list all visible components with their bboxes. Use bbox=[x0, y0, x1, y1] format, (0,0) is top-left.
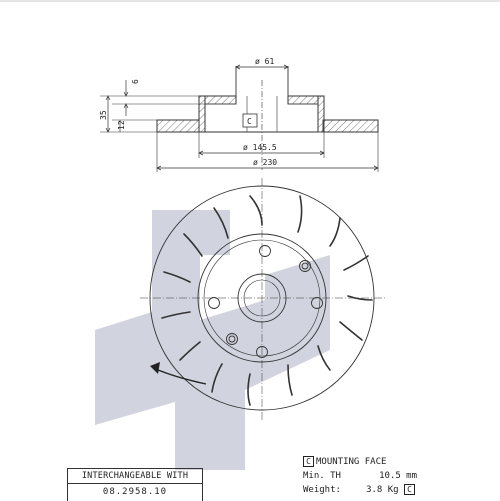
dim-hat-diameter: ø 145.5 bbox=[243, 143, 277, 152]
dim-center-bore: ø 61 bbox=[255, 57, 275, 66]
bolt-hole bbox=[209, 298, 220, 309]
corner-marker-box: C bbox=[404, 484, 415, 495]
interchangeable-panel bbox=[67, 468, 203, 501]
specs-panel bbox=[303, 455, 417, 499]
bolt-hole bbox=[260, 246, 271, 257]
dim-outer-diameter: ø 230 bbox=[253, 158, 278, 167]
mounting-face-label: MOUNTING FACE bbox=[316, 457, 387, 467]
min-thickness-value: 10.5 mm bbox=[379, 471, 417, 481]
mounting-face-row bbox=[303, 455, 417, 469]
dim-thickness: 12 bbox=[117, 120, 126, 130]
interchangeable-label: INTERCHANGEABLE WITH bbox=[68, 469, 202, 484]
min-thickness-label: Min. TH bbox=[303, 471, 341, 481]
dim-total-height: 35 bbox=[99, 110, 108, 120]
min-thickness-row bbox=[303, 469, 417, 483]
interchangeable-value: 08.2958.10 bbox=[102, 487, 168, 497]
weight-value: 3.8 Kg bbox=[366, 485, 399, 495]
mounting-face-marker-box: C bbox=[303, 456, 314, 467]
brembo-logo-watermark bbox=[95, 210, 330, 470]
weight-row bbox=[303, 483, 417, 497]
mounting-face-marker: C bbox=[247, 117, 252, 126]
weight-label: Weight: bbox=[303, 485, 341, 495]
dim-hat-height: 6 bbox=[131, 79, 140, 84]
